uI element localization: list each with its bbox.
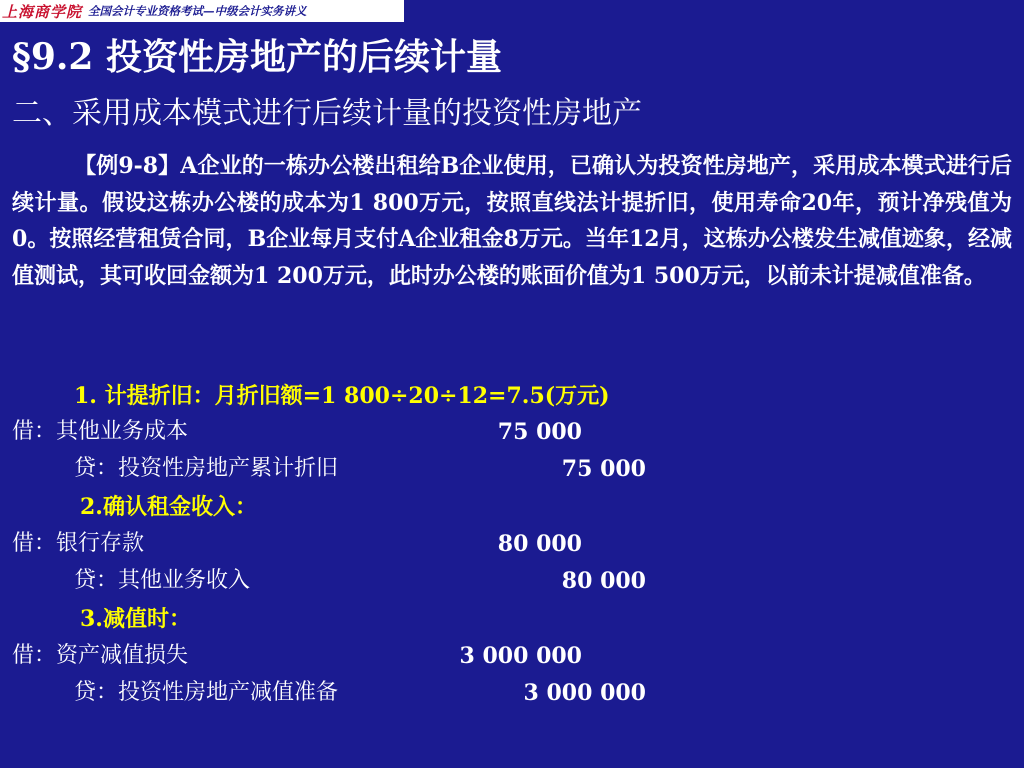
step-2-credit-amount: 80 000 xyxy=(561,568,646,594)
step-1-credit-amount: 75 000 xyxy=(561,456,646,482)
step-2-debit-label: 借：银行存款 xyxy=(12,531,145,556)
step-3-heading: 3.减值时： xyxy=(80,606,191,632)
step-2-heading: 2.确认租金收入： xyxy=(80,494,257,520)
step-3-debit-amount: 3 000 000 xyxy=(459,643,582,669)
page-title: §9.2 投资性房地产的后续计量 xyxy=(12,36,502,78)
school-logo-text: 上海商学院 xyxy=(2,2,83,21)
step-3-credit-label: 贷：投资性房地产减值准备 xyxy=(74,680,339,705)
step-1-heading: 1. 计提折旧：月折旧额=1 800÷20÷12=7.5(万元) xyxy=(74,383,610,409)
example-text: 【例9-8】A企业的一栋办公楼出租给B企业使用，已确认为投资性房地产，采用成本模式进行后续计量。假设这栋办公楼的成本为1 800万元，按照直线法计提折旧，使用寿命20年，预计净残值为0。按照经营租赁合同，B企业每月支付A企业租金8万元。当年12月，这栋办公楼发生减值迹象，经减值测试，其可收回金额为1 200万元，此时办公楼的账面价值为1 500万元，以前未计提减值准备。 xyxy=(12,153,1012,289)
step-2-credit-label: 贷：其他业务收入 xyxy=(74,568,251,593)
header-banner xyxy=(0,0,406,22)
example-paragraph xyxy=(12,148,1012,294)
section-subtitle: 二、采用成本模式进行后续计量的投资性房地产 xyxy=(12,96,642,131)
step-1-credit-label: 贷：投资性房地产累计折旧 xyxy=(74,456,339,481)
step-1-debit-amount: 75 000 xyxy=(497,419,582,445)
step-1-debit-label: 借：其他业务成本 xyxy=(12,419,189,444)
step-3-debit-label: 借：资产减值损失 xyxy=(12,643,189,668)
course-name: 全国会计专业资格考试—中级会计实务讲义 xyxy=(88,4,307,18)
step-3-credit-amount: 3 000 000 xyxy=(523,680,646,706)
step-2-debit-amount: 80 000 xyxy=(497,531,582,557)
